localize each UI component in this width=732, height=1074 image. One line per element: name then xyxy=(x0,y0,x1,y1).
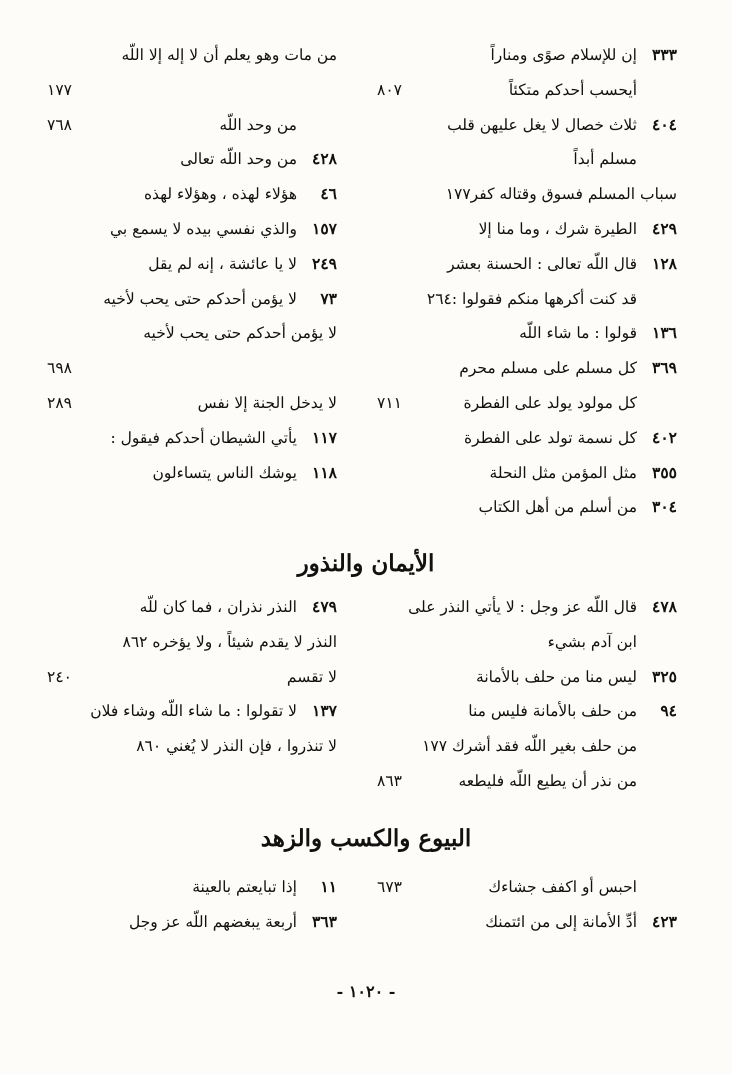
entry-number: ١١ xyxy=(320,877,337,896)
index-entry xyxy=(47,694,337,729)
index-entry xyxy=(47,177,337,212)
index-entry xyxy=(377,490,677,525)
index-entry xyxy=(377,590,677,625)
section1-left-column xyxy=(47,38,337,490)
index-entry xyxy=(377,905,677,940)
entry-reference: ١٧٧ xyxy=(47,80,72,99)
index-entry xyxy=(47,142,337,177)
entry-number: ٤٠٢ xyxy=(652,427,677,447)
section-heading-trade: البيوع والكسب والزهد xyxy=(260,825,472,852)
entry-number: ٤٢٩ xyxy=(652,218,677,238)
index-entry xyxy=(47,247,337,282)
entry-number: ٣٦٩ xyxy=(652,358,677,378)
entry-reference: ٧١١ xyxy=(377,393,402,412)
entry-number: ٣٦٣ xyxy=(312,911,337,931)
entry-text: أربعة يبغضهم اللّه عز وجل xyxy=(128,912,297,931)
entry-text: قال اللّه تعالى : الحسنة بعشر xyxy=(447,254,637,273)
entry-number: ١١٨ xyxy=(312,462,337,482)
entry-text: أدِّ الأمانة إلى من ائتمنك xyxy=(485,912,637,931)
entry-text: ليس منا من حلف بالأمانة xyxy=(476,667,637,686)
entry-text: كل مسلم على مسلم محرم xyxy=(459,359,637,378)
entry-text: من وحد اللّه تعالى xyxy=(180,150,297,169)
index-entry xyxy=(377,386,677,421)
index-entry xyxy=(377,764,677,799)
index-entry xyxy=(47,905,337,940)
entry-text: إن للإسلام صوًى ومناراً xyxy=(490,46,637,64)
entry-text: لا تقسم xyxy=(286,667,337,686)
entry-number: ١٢٨ xyxy=(652,253,677,273)
entry-text: كل نسمة تولد على الفطرة xyxy=(464,428,637,447)
entry-text: النذر نذران ، فما كان للّه xyxy=(139,598,297,616)
entry-number: ٣٠٤ xyxy=(652,497,677,517)
entry-text: مسلم أبداً xyxy=(573,150,637,169)
entry-text: لا يا عائشة ، إنه لم يقل xyxy=(148,254,297,273)
index-entry xyxy=(47,729,337,764)
entry-number: ٣٣٣ xyxy=(652,45,677,64)
index-entry xyxy=(377,421,677,456)
index-entry xyxy=(377,625,677,660)
entry-text: هؤلاء لهذه ، وهؤلاء لهذه xyxy=(143,185,297,204)
index-entry xyxy=(47,38,337,73)
entry-reference: ٨٦٣ xyxy=(377,771,402,790)
entry-text: لا يدخل الجنة إلا نفس xyxy=(197,393,337,412)
entry-number: ٤٦ xyxy=(320,184,337,204)
entry-text: أيحسب أحدكم متكئاً xyxy=(508,80,637,99)
entry-text: لا تنذروا ، فإن النذر لا يُغني ٨٦٠ xyxy=(136,737,337,756)
index-entry xyxy=(377,142,677,177)
index-entry xyxy=(377,729,677,764)
index-entry xyxy=(47,351,337,386)
entry-number: ٣٥٥ xyxy=(652,462,677,482)
index-entry xyxy=(47,870,337,905)
index-entry xyxy=(377,212,677,247)
entry-text: قولوا : ما شاء اللّه xyxy=(519,324,637,343)
entry-text: من وحد اللّه xyxy=(219,115,297,134)
index-entry xyxy=(377,73,677,108)
entry-number: ٤٠٤ xyxy=(652,114,677,134)
index-entry xyxy=(47,73,337,108)
entry-text: لا يؤمن أحدكم حتى يحب لأخيه xyxy=(143,324,337,343)
section3-right-column xyxy=(377,870,677,940)
entry-number: ٧٣ xyxy=(320,288,337,308)
entry-reference: ٦٩٨ xyxy=(47,359,72,378)
entry-text: مثل المؤمن مثل النحلة xyxy=(489,463,637,482)
entry-number: ١٣٧ xyxy=(312,701,337,721)
index-entry xyxy=(377,870,677,905)
entry-text: من مات وهو يعلم أن لا إله إلا اللّه xyxy=(121,46,337,64)
section2-left-column xyxy=(47,590,337,764)
index-entry xyxy=(47,421,337,456)
entry-number: ٩٤ xyxy=(660,701,677,721)
index-entry xyxy=(47,660,337,695)
entry-number: ٤٢٨ xyxy=(312,149,337,169)
index-entry xyxy=(377,351,677,386)
entry-text: سباب المسلم فسوق وقتاله كفر١٧٧ xyxy=(445,185,677,204)
index-entry xyxy=(377,177,677,212)
entry-number: ١١٧ xyxy=(312,427,337,447)
entry-text: من حلف بالأمانة فليس منا xyxy=(468,702,637,721)
index-entry xyxy=(377,316,677,351)
entry-reference: ٢٨٩ xyxy=(47,393,72,412)
entry-reference: ٧٦٨ xyxy=(47,115,72,134)
index-entry xyxy=(377,38,677,73)
entry-text: من حلف بغير اللّه فقد أشرك ١٧٧ xyxy=(422,737,637,756)
entry-text: الطيرة شرك ، وما منا إلا xyxy=(478,219,637,238)
entry-text: كل مولود يولد على الفطرة xyxy=(463,393,637,412)
section1-right-column xyxy=(377,38,677,525)
index-entry xyxy=(377,660,677,695)
entry-reference: ٦٧٣ xyxy=(377,878,402,896)
entry-number: ٢٤٩ xyxy=(312,253,337,273)
entry-number: ٣٢٥ xyxy=(652,666,677,686)
entry-text: والذي نفسي بيده لا يسمع بي xyxy=(110,219,297,238)
index-entry xyxy=(47,590,337,625)
index-entry xyxy=(377,694,677,729)
entry-text: يأتي الشيطان أحدكم فيقول : xyxy=(110,428,297,447)
entry-number: ٤٧٨ xyxy=(652,597,677,616)
entry-number: ٤٢٣ xyxy=(652,911,677,931)
index-entry xyxy=(47,108,337,143)
entry-text: قال اللّه عز وجل : لا يأتي النذر على xyxy=(408,598,637,616)
index-entry xyxy=(377,108,677,143)
index-entry xyxy=(377,247,677,282)
entry-text: النذر لا يقدم شيئاً ، ولا يؤخره ٨٦٢ xyxy=(122,632,337,651)
entry-text: ابن آدم بشيء xyxy=(547,632,637,651)
index-entry xyxy=(47,212,337,247)
entry-text: ثلاث خصال لا يغل عليهن قلب xyxy=(447,115,637,134)
section-heading-oaths: الأيمان والنذور xyxy=(297,550,435,577)
entry-text: يوشك الناس يتساءلون xyxy=(152,463,297,482)
index-entry xyxy=(47,282,337,317)
entry-number: ٤٧٩ xyxy=(312,597,337,616)
page-number: - ١٠٢٠ - xyxy=(336,982,396,1001)
entry-text: احبس أو اكفف جشاءك xyxy=(488,878,637,896)
index-entry xyxy=(47,316,337,351)
index-entry xyxy=(47,456,337,491)
entry-text: إذا تبايعتم بالعينة xyxy=(192,878,297,896)
entry-number: ١٣٦ xyxy=(652,323,677,343)
entry-text: من نذر أن يطيع اللّه فليطعه xyxy=(458,771,637,790)
entry-text: لا تقولوا : ما شاء اللّه وشاء فلان xyxy=(90,702,297,721)
entry-number: ١٥٧ xyxy=(312,218,337,238)
index-entry xyxy=(377,456,677,491)
index-entry xyxy=(377,282,677,317)
entry-text: قد كنت أكرهها منكم فقولوا :٢٦٤ xyxy=(426,289,637,308)
index-entry xyxy=(47,386,337,421)
section2-right-column xyxy=(377,590,677,799)
entry-text: من أسلم من أهل الكتاب xyxy=(478,498,637,517)
section3-left-column xyxy=(47,870,337,940)
index-entry xyxy=(47,625,337,660)
entry-reference: ٢٤٠ xyxy=(47,667,72,686)
entry-text: لا يؤمن أحدكم حتى يحب لأخيه xyxy=(103,289,297,308)
entry-reference: ٨٠٧ xyxy=(377,80,402,99)
